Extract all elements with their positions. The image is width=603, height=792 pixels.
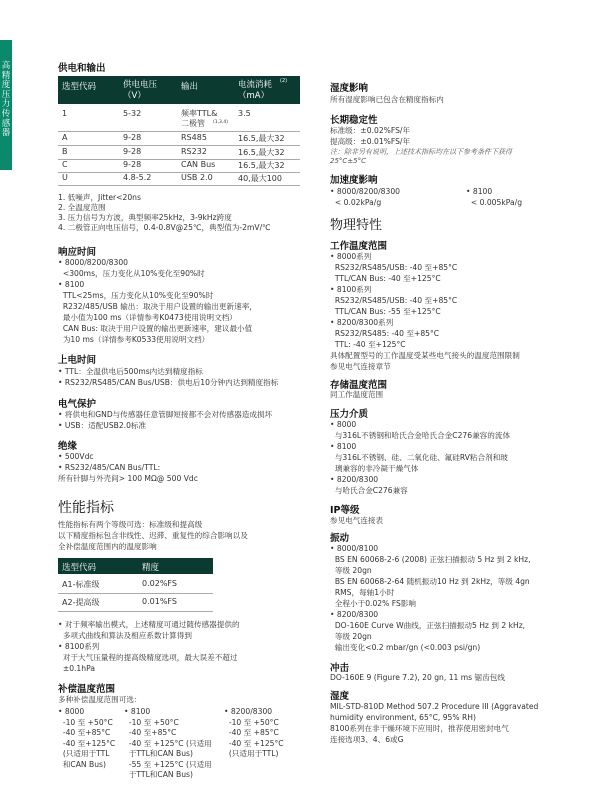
power-row1-footnote: (1,3,4) <box>213 120 228 125</box>
stability-title: 长期稳定性 <box>330 115 378 126</box>
compensation-intro: 多种补偿温度范围可选： <box>58 695 142 704</box>
power-rowC-current: 16.5,最大32 <box>238 161 285 170</box>
divider <box>58 185 300 186</box>
vibration-line: DO-160E Curve W曲线，正弦扫描振动5 Hz 到 2 kHz, <box>330 621 526 630</box>
protect-section-title: 电气保护 <box>58 399 97 410</box>
vibration-line: BS EN 60068-2-64 随机振动10 Hz 到 2kHz，等级 4gn <box>330 577 530 586</box>
side-tab-label: 高 精 度 压 力 传 感 器 <box>1 61 11 139</box>
accuracy-row2-value: 0.01%FS <box>142 597 177 606</box>
power-row1-current: 3.5 <box>238 109 251 118</box>
compensation-line: • 8100 <box>124 707 151 716</box>
power-rowU-code: U <box>62 173 68 182</box>
vibration-title: 振动 <box>330 533 350 544</box>
accuracy-row1-code: A1-标准级 <box>62 580 100 589</box>
compensation-line: -10 至 +50°C <box>124 717 179 727</box>
compensation-line: -40 至 +125°C <box>224 738 284 748</box>
media-line: 与哈氏合金C276兼容 <box>330 486 408 495</box>
vibration-line: 输出变化<0.2 mbar/gn (<0.003 psi/gn) <box>330 643 481 652</box>
operating-temp-line: RS232/RS485: -40 至+85°C <box>330 329 440 338</box>
power-th-current-footnote: (2) <box>280 78 288 84</box>
accuracy-th-precision: 精度 <box>142 563 160 573</box>
power-rowU-voltage: 4.8-5.2 <box>123 173 152 182</box>
power-rowU-output: USB 2.0 <box>181 173 213 182</box>
power-rowB-voltage: 9-28 <box>123 147 142 156</box>
stability-note: 注：除非另有说明，上述技术指标均在以下参考条件下获得 <box>330 148 512 156</box>
vibration-line: • 8000/8100 <box>330 544 379 553</box>
vibration-line: • 8200/8300 <box>330 610 379 619</box>
compensation-line: -55 至 +125°C (只适用 <box>124 759 212 769</box>
vibration-line: 等级 20gn <box>330 632 372 641</box>
operating-temp-line: TTL: -40 至+125°C <box>330 340 406 349</box>
power-rowU-current: 40,最大100 <box>238 174 282 183</box>
media-line: • 8000 <box>330 420 357 429</box>
compensation-line: -40 至 +85°C <box>224 728 279 737</box>
insulation-line: • 500Vdc <box>58 452 94 461</box>
performance-line: 性能指标有两个等级可选：标准级和提高级 <box>58 520 203 529</box>
performance-line: 全补偿温度范围内的温度影响 <box>58 542 157 551</box>
compensation-section-title: 补偿温度范围 <box>58 684 116 695</box>
startup-line: • RS232/RS485/CAN Bus/USB：供电后10分钟内达到精度指标 <box>58 378 279 387</box>
media-line: 璃兼容的非冷凝干燥气体 <box>330 464 419 473</box>
power-th-voltage: 供电电压 （V） <box>123 80 158 101</box>
operating-temp-line: 具体配置型号的工作温度受某些电气接头的温度范围限制 <box>330 351 520 360</box>
damp-title: 湿度 <box>330 691 350 702</box>
compensation-line: -40 至+85°C <box>58 728 111 737</box>
response-line: 最小值为100 ms（详情参考K0473使用说明文档） <box>58 313 237 322</box>
accuracy-row1-value: 0.02%FS <box>142 579 177 588</box>
performance-note: • 8100系列 <box>58 642 100 651</box>
acceleration-a-value: < 0.02kPa/g <box>330 198 382 207</box>
performance-note: 多项式曲线和算法及相应系数计算得到 <box>58 631 192 640</box>
damp-line: 连接选项3、4、6或G <box>330 735 404 744</box>
note-line: 2. 全温度范围 <box>58 203 106 212</box>
acceleration-b: • 8100 <box>466 187 493 196</box>
operating-temp-line: • 8200/8300系列 <box>330 318 394 327</box>
response-line: • 8000/8200/8300 <box>58 258 128 267</box>
damp-line: humidity environment, 65°C, 95% RH) <box>330 713 476 722</box>
compensation-line: -40 至+85°C <box>124 728 177 737</box>
operating-temp-line: TTL/CAN Bus: -40 至+125°C <box>330 274 441 283</box>
insulation-section-title: 绝缘 <box>58 441 78 452</box>
response-line: <300ms，压力变化从10%变化至90%时 <box>58 269 205 278</box>
power-rowA-code: A <box>62 133 68 142</box>
storage-temp-title: 存储温度范围 <box>330 380 388 391</box>
startup-line: • TTL：全温供电后500ms内达到精度指标 <box>58 367 203 376</box>
compensation-line: -40 至 +125°C (只适用 <box>124 738 212 748</box>
shock-title: 冲击 <box>330 663 350 674</box>
performance-note: • 对于频率输出模式，上述精度可通过随传感器提供的 <box>58 620 240 629</box>
performance-line: 以下精度指标包含非线性、迟滞、重复性的综合影响以及 <box>58 531 248 540</box>
stability-line: 标准级：±0.02%FS/年 <box>330 126 411 135</box>
response-line: TTL<25ms，压力变化从10%变化至90%时 <box>58 291 214 300</box>
shock-text: DO-160E 9 (Figure 7.2), 20 gn, 11 ms 锯齿包线 <box>330 673 505 682</box>
power-th-output: 输出 <box>181 82 199 92</box>
media-title: 压力介质 <box>330 409 369 420</box>
damp-line: 8100系列在非干燥环境下应用时，推荐使用密封电气 <box>330 724 509 733</box>
media-line: • 8200/8300 <box>330 475 379 484</box>
power-row1-code: 1 <box>62 109 68 118</box>
power-rowB-code: B <box>62 147 68 156</box>
vibration-line: RMS，每轴1小时 <box>330 588 395 597</box>
physical-title: 物理特性 <box>330 218 383 233</box>
compensation-line: -10 至 +50°C <box>58 717 113 727</box>
power-row1-output: 频率TTL& 二极管 <box>181 109 218 128</box>
note-line: 3. 压力信号为方波，典型频率25kHz，3-9kHz跨度 <box>58 213 232 222</box>
acceleration-a: • 8000/8200/8300 <box>330 187 400 196</box>
power-row1-voltage: 5-32 <box>123 109 142 118</box>
performance-note: ±0.1hPa <box>58 664 95 673</box>
insulation-line: • RS232/485/CAN Bus/TTL: <box>58 463 161 472</box>
note-line: 4. 二极管正向电压信号，0.4-0.8V@25℃，典型值为-2mV/℃ <box>58 223 271 232</box>
protect-line: • USB：适配USB2.0标准 <box>58 421 147 430</box>
power-rowA-current: 16.5,最大32 <box>238 134 285 143</box>
divider <box>58 611 213 612</box>
insulation-line: 所有针脚与外壳间> 100 MΩ@ 500 Vdc <box>58 474 198 483</box>
compensation-line: -10 至 +50°C <box>224 717 279 727</box>
compensation-line: -40 至+125°C <box>58 738 116 748</box>
vibration-line: 全程小于0.02% FS影响 <box>330 599 416 608</box>
power-rowC-output: CAN Bus <box>181 160 216 169</box>
note-line: 1. 低噪声，Jitter<20ns <box>58 193 141 202</box>
response-line: • 8100 <box>58 280 85 289</box>
compensation-line: • 8000 <box>58 707 85 716</box>
humidity-effect-title: 湿度影响 <box>330 83 369 94</box>
media-line: • 8100 <box>330 442 357 451</box>
compensation-line: 和CAN Bus) <box>58 759 106 769</box>
power-rowA-voltage: 9-28 <box>123 133 142 142</box>
humidity-effect-text: 所有湿度影响已包含在精度指标内 <box>330 95 444 104</box>
startup-section-title: 上电时间 <box>58 355 97 366</box>
divider <box>58 131 300 132</box>
acceleration-title: 加速度影响 <box>330 175 378 186</box>
performance-note: 对于大气压量程的提高级精度选项，最大误差不超过 <box>58 653 238 662</box>
power-th-current: 电流消耗 （mA） <box>238 80 273 101</box>
stability-note: 25°C±5°C <box>330 157 367 165</box>
ip-text: 参见电气连接表 <box>330 516 384 525</box>
power-rowC-voltage: 9-28 <box>123 160 142 169</box>
accuracy-th-code: 选型代码 <box>62 563 97 573</box>
media-line: 与316L不锈钢和哈氏合金哈氏合金C276兼容的流体 <box>330 431 511 440</box>
divider <box>58 145 300 146</box>
operating-temp-line: • 8100系列 <box>330 285 372 294</box>
compensation-line: (只适用于TTL) <box>224 749 279 758</box>
accuracy-row2-code: A2-提高级 <box>62 598 100 607</box>
response-section-title: 响应时间 <box>58 247 97 258</box>
ip-title: IP等级 <box>330 505 360 516</box>
storage-temp-text: 同工作温度范围 <box>330 390 384 399</box>
response-line: 为10 ms（详情参考K0533使用说明文档） <box>58 335 210 344</box>
acceleration-b-value: < 0.005kPa/g <box>466 198 523 207</box>
compensation-line: (只适用于TTL <box>58 749 110 758</box>
compensation-line: • 8200/8300 <box>224 707 273 716</box>
compensation-line: 于TTL和CAN Bus) <box>124 770 193 779</box>
vibration-line: 等级 20gn <box>330 566 372 575</box>
power-rowC-code: C <box>62 160 68 169</box>
power-th-code: 选型代码 <box>62 82 97 92</box>
stability-line: 提高级：±0.01%FS/年 <box>330 137 411 146</box>
operating-temp-line: RS232/RS485/USB: -40 至+85°C <box>330 263 458 272</box>
compensation-line: 于TTL和CAN Bus) <box>124 749 193 758</box>
operating-temp-title: 工作温度范围 <box>330 241 388 252</box>
media-line: 与316L不锈钢、硅、二氧化硅、氟硅RV粘合剂和玻 <box>330 453 508 462</box>
operating-temp-line: • 8000系列 <box>330 252 372 261</box>
power-rowA-output: RS485 <box>181 133 207 142</box>
operating-temp-line: RS232/RS485/USB: -40 至+85°C <box>330 296 458 305</box>
vibration-line: BS EN 60068-2-6 (2008) 正弦扫描振动 5 Hz 到 2 kHz, <box>330 555 531 564</box>
response-line: CAN Bus: 取决于用户设置的输出更新速率，建议最小值 <box>58 324 253 333</box>
protect-line: • 将供电和GND与传感器任意管脚短接都不会对传感器造成损坏 <box>58 410 273 419</box>
power-section-title: 供电和输出 <box>58 63 106 74</box>
performance-title: 性能指标 <box>58 500 114 516</box>
power-rowB-output: RS232 <box>181 147 207 156</box>
operating-temp-line: TTL/CAN Bus: -55 至+125°C <box>330 307 441 316</box>
damp-line: MIL-STD-810D Method 507.2 Procedure III (Aggravated <box>330 702 539 711</box>
response-line: R232/485/USB 输出：取决于用户设置的输出更新速率， <box>58 302 257 311</box>
divider <box>58 593 213 594</box>
operating-temp-line: 参见电气连接章节 <box>330 362 391 371</box>
power-rowB-current: 16.5,最大32 <box>238 148 285 157</box>
